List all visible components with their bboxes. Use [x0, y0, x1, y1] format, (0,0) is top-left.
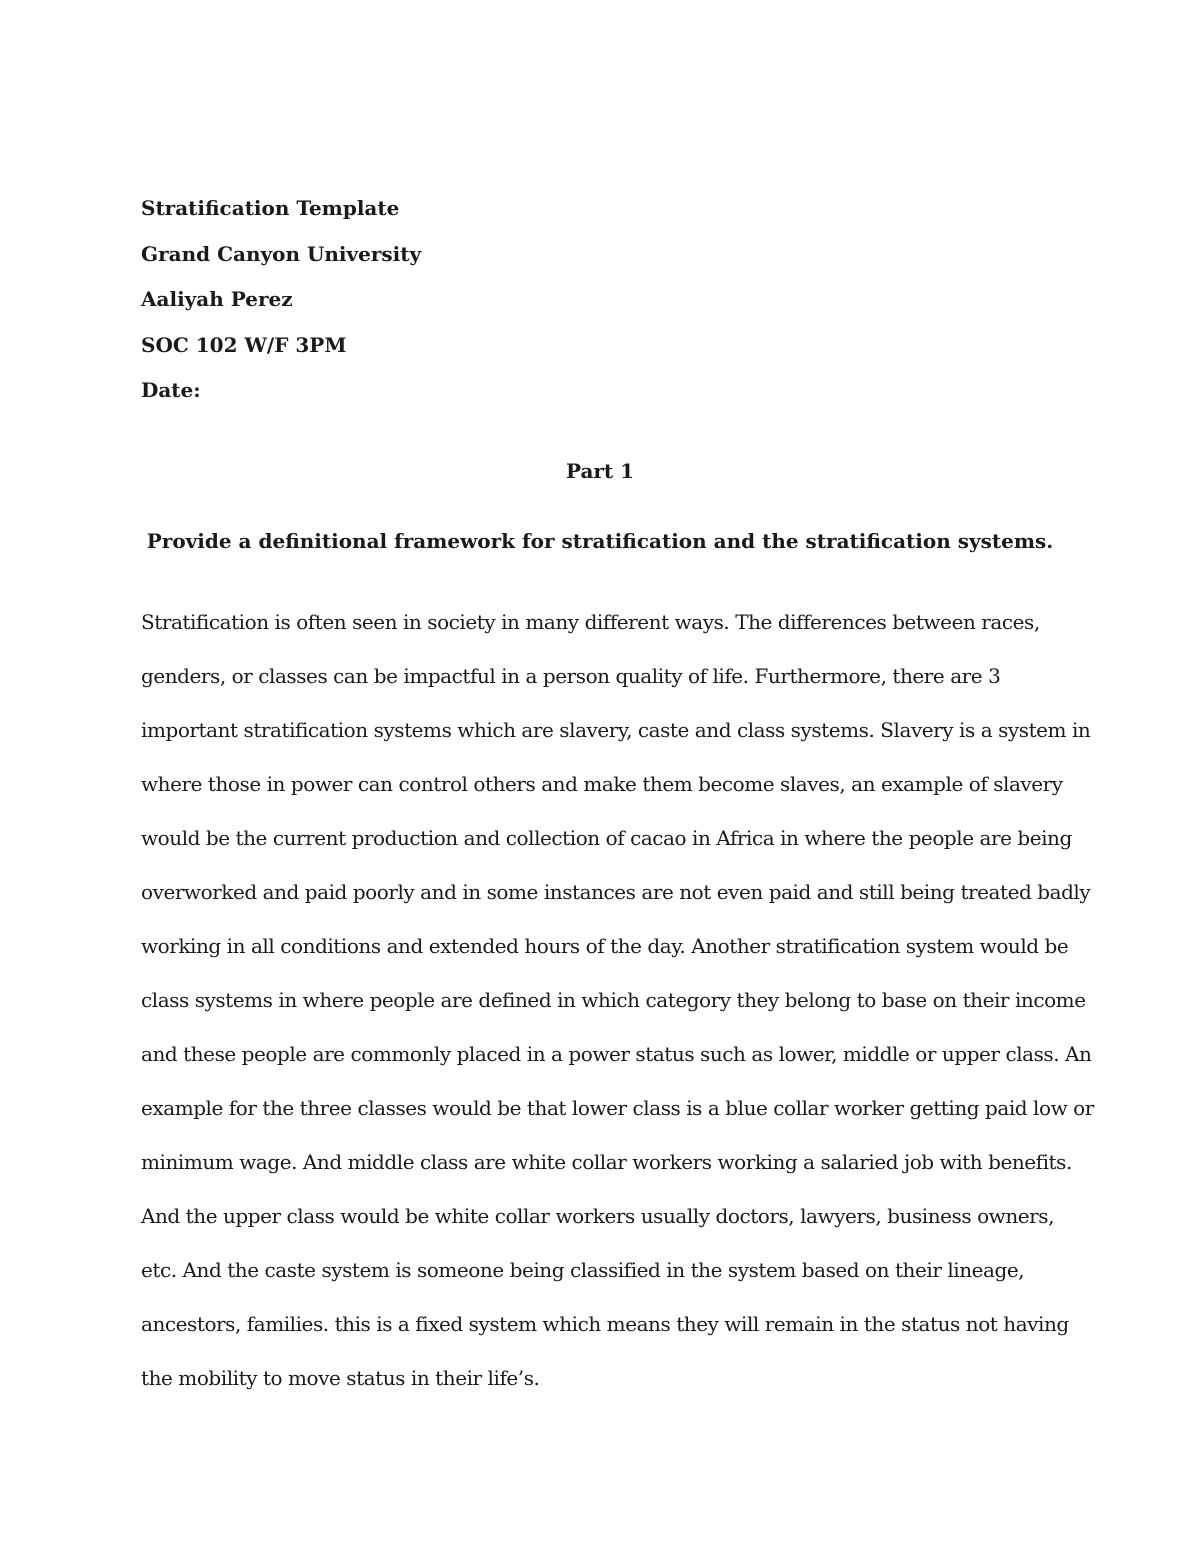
paragraph-line: Stratification is often seen in society in many different ways. The differences between races,: [141, 610, 1040, 634]
paragraph-line: ancestors, families. this is a fixed system which means they will remain in the status not having: [141, 1312, 1069, 1336]
paragraph-line: genders, or classes can be impactful in a person quality of life. Furthermore, there are 3: [141, 664, 1001, 688]
paragraph-line: would be the current production and collection of cacao in Africa in where the people are being: [141, 826, 1072, 850]
paragraph-line: And the upper class would be white collar workers usually doctors, lawyers, business owners,: [141, 1204, 1054, 1228]
paragraph-line: overworked and paid poorly and in some instances are not even paid and still being treated badly: [141, 880, 1091, 904]
title-block: [141, 186, 841, 414]
part-heading: Part 1: [565, 459, 635, 483]
document-title: Stratification Template: [141, 196, 400, 220]
paragraph-line: working in all conditions and extended hours of the day. Another stratification system would be: [141, 934, 1069, 958]
paragraph-line: etc. And the caste system is someone being classified in the system based on their lineage,: [141, 1258, 1025, 1282]
paragraph-line: class systems in where people are defined in which category they belong to base on their income: [141, 988, 1086, 1012]
prompt-heading: Provide a definitional framework for stratification and the stratification systems.: [146, 529, 1054, 553]
author-name: Aaliyah Perez: [141, 287, 293, 311]
paragraph-line: and these people are commonly placed in a power status such as lower, middle or upper class. An: [141, 1042, 1092, 1066]
body-paragraph: [141, 595, 1094, 1405]
course-info: SOC 102 W/F 3PM: [141, 332, 347, 357]
university-name: Grand Canyon University: [141, 241, 422, 266]
paragraph-line: example for the three classes would be that lower class is a blue collar worker getting paid low or: [141, 1096, 1094, 1120]
paragraph-line: where those in power can control others and make them become slaves, an example of slavery: [141, 772, 1063, 796]
paragraph-line: the mobility to move status in their life’s.: [141, 1366, 540, 1390]
paragraph-line: minimum wage. And middle class are white collar workers working a salaried job with benefits.: [141, 1150, 1072, 1174]
date-label: Date:: [141, 378, 201, 402]
paragraph-line: important stratification systems which are slavery, caste and class systems. Slavery is a system in: [141, 718, 1091, 742]
